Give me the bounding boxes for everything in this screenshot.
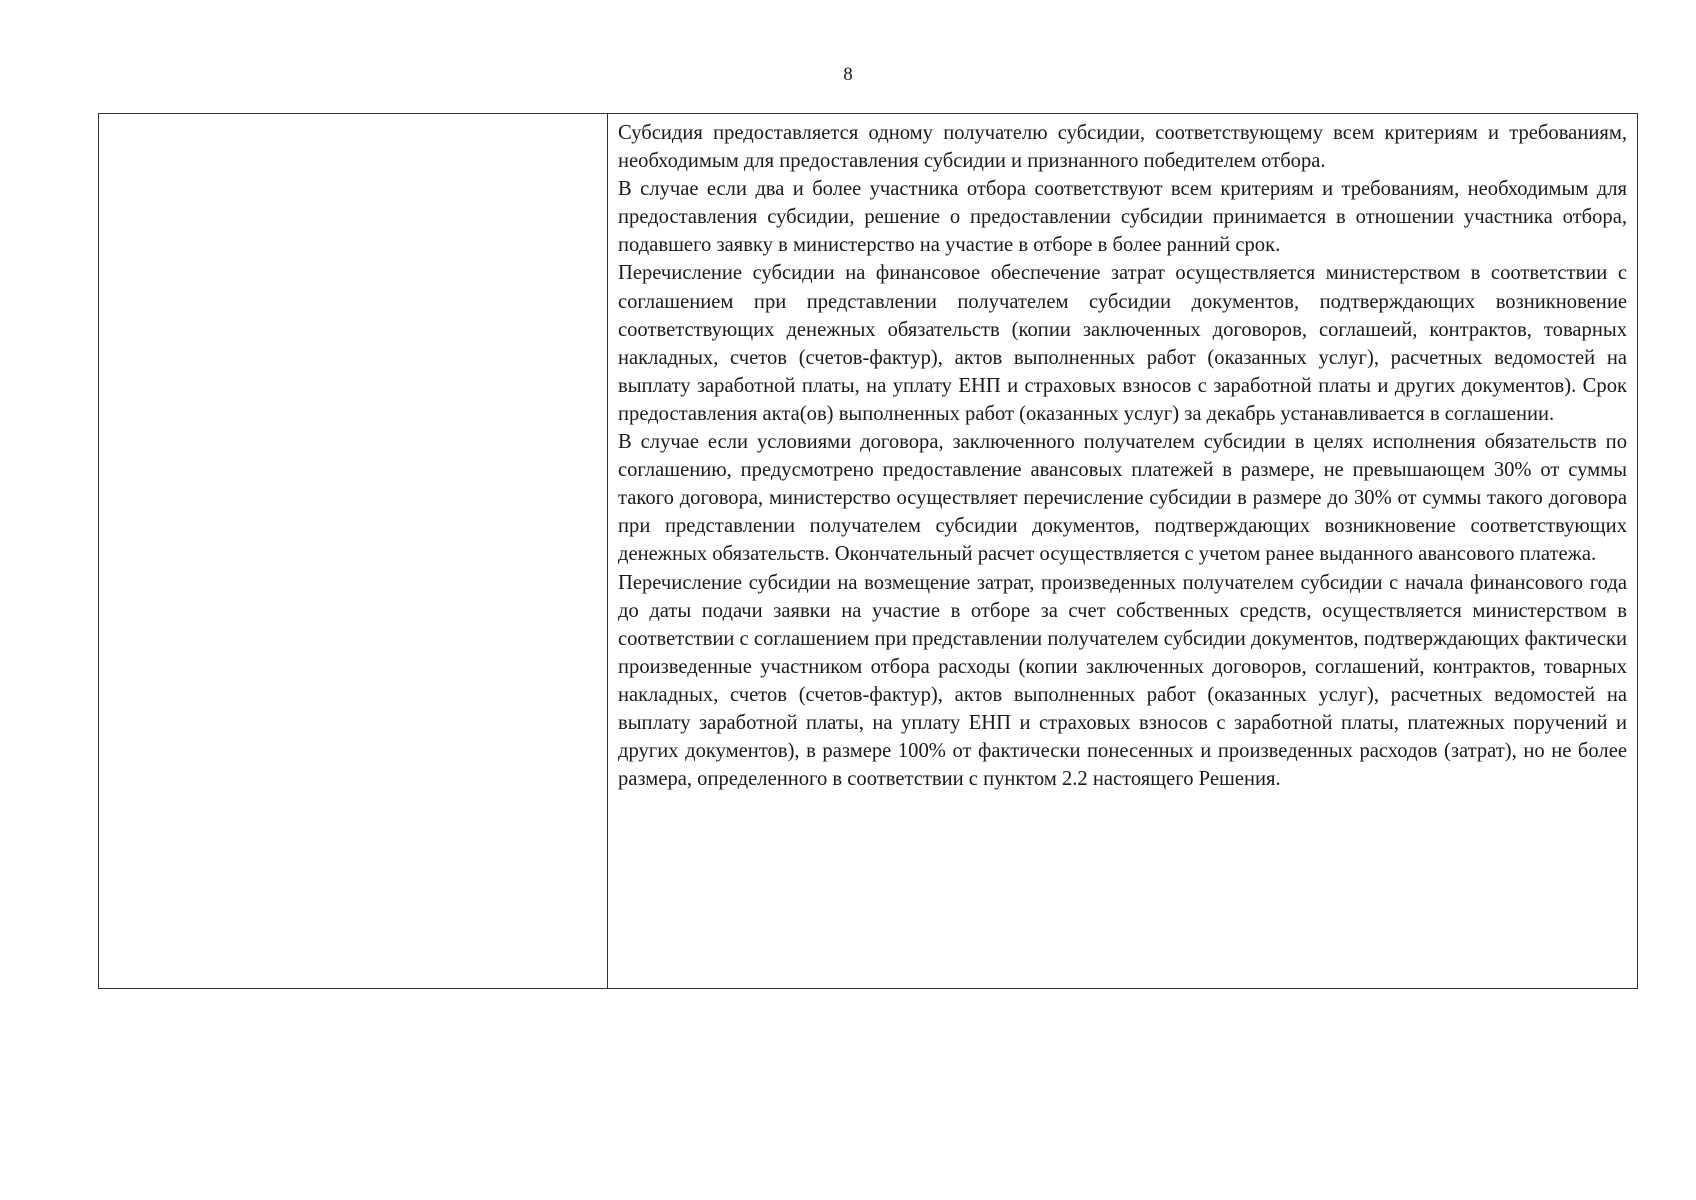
paragraph-winner: Субсидия предоставляется одному получателю субсидии, соответствующему всем критериям и требованиям, необходимым для предоставления субсидии и признанного победителем отбора. — [618, 122, 1627, 173]
paragraph-advance-payment: В случае если условиями договора, заключенного получателем субсидии в целях исполнения обязательств по соглашению, предусмотрено предоставление авансовых платежей в размере, не превышающем 30% от суммы такого договора, министерство осуществляет перечисление субсидии в размере до 30% от суммы такого договора при представлении получателем субсидии документов, подтверждающих возникновение соответствующих денежных обязательств. Окончательный расчет осуществляется с учетом ранее выданного авансового платежа. — [618, 431, 1627, 566]
table-row — [99, 114, 1638, 989]
paragraph-reimbursement: Перечисление субсидии на возмещение затрат, произведенных получателем субсидии с начала финансового года до даты подачи заявки на участие в отборе за счет собственных средств, осуществляется министерством в соответствии с соглашением при представлении получателем субсидии документов, подтверждающих фактически произведенные участником отбора расходы (копии заключенных договоров, соглашений, контрактов, товарных накладных, счетов (счетов-фактур), актов выполненных работ (оказанных услуг), расчетных ведомостей на выплату заработной платы, на уплату ЕНП и страховых взносов с заработной платы, платежных поручений и других документов), в размере 100% от фактически понесенных и произведенных расходов (затрат), но не более размера, определенного в соответствии с пунктом 2.2 настоящего Решения. — [618, 571, 1627, 791]
left-cell — [99, 114, 608, 989]
document-table — [98, 113, 1638, 989]
paragraph-multiple-participants: В случае если два и более участника отбора соответствуют всем критериям и требованиям, необходимым для предоставления субсидии, решение о предоставлении субсидии принимается в отношении участника отбора, подавшего заявку в министерство на участие в отборе в более ранний срок. — [618, 178, 1627, 257]
paragraph-financing-transfer: Перечисление субсидии на финансовое обеспечение затрат осуществляется министерством в соответствии с соглашением при представлении получателем субсидии документов, подтверждающих возникновение соответствующих денежных обязательств (копии заключенных договоров, соглашеий, контрактов, товарных накладных, счетов (счетов-фактур), актов выполненных работ (оказанных услуг), расчетных ведомостей на выплату заработной платы, на уплату ЕНП и страховых взносов с заработной платы и других документов). Срок предоставления акта(ов) выполненных работ (оказанных услуг) за декабрь устанавливается в соглашении. — [618, 262, 1627, 425]
page-number: 8 — [843, 64, 853, 85]
right-cell — [608, 114, 1638, 989]
